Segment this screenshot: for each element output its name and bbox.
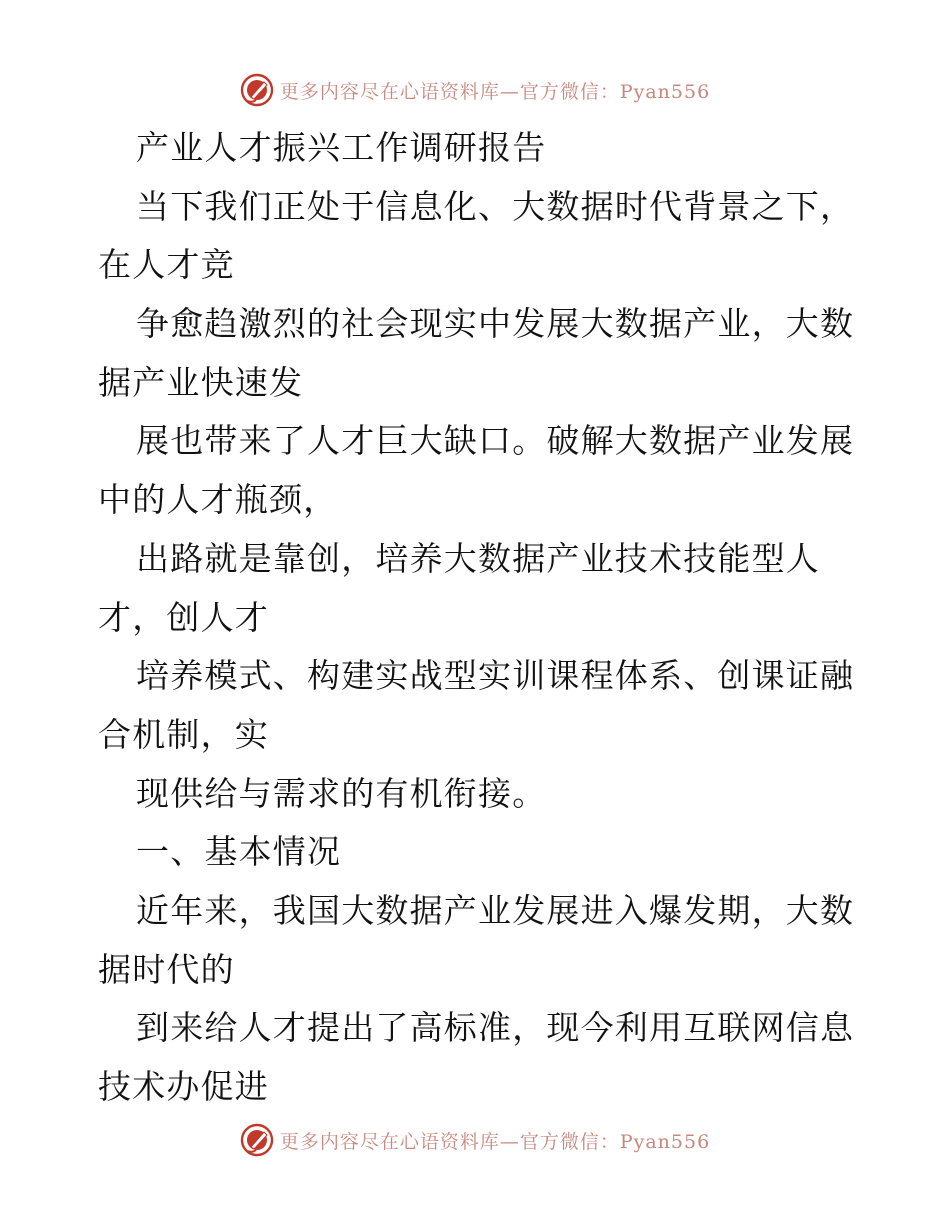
paragraph-line: 中的人才瓶颈，	[98, 480, 338, 520]
paragraph-line: 合机制，实	[98, 714, 269, 754]
paragraph-line: 到来给人才提出了高标准，现今利用互联网信息	[136, 1008, 855, 1048]
document-body	[98, 119, 858, 1117]
paragraph-line: 技术办促进	[98, 1067, 269, 1106]
paragraph-line: 才，创人才	[98, 597, 269, 637]
paragraph-line: 争愈趋激烈的社会现实中发展大数据产业，大数	[136, 304, 855, 344]
paragraph-line: 当下我们正处于信息化、大数据时代背景之下，	[136, 186, 855, 226]
red-seal-pen-icon	[240, 73, 274, 107]
red-seal-pen-icon	[240, 1123, 274, 1157]
paragraph-line: 近年来，我国大数据产业发展进入爆发期，大数	[136, 890, 855, 930]
document-title: 产业人才振兴工作调研报告	[136, 128, 547, 167]
paragraph-line: 在人才竞	[98, 245, 235, 285]
footer-banner	[0, 1120, 950, 1160]
header-text: 更多内容尽在心语资料库—官方微信：Pyan556	[279, 80, 711, 103]
paragraph-line: 据时代的	[98, 949, 235, 989]
paragraph-line: 现供给与需求的有机衔接。	[136, 773, 547, 813]
header-banner	[0, 70, 950, 110]
paragraph-line: 据产业快速发	[98, 362, 304, 402]
paragraph-line: 培养模式、构建实战型实训课程体系、创课证融	[136, 656, 855, 696]
paragraph-line: 展也带来了人才巨大缺口。破解大数据产业发展	[136, 421, 855, 461]
paragraph-line: 出路就是靠创，培养大数据产业技术技能型人	[136, 538, 820, 578]
section-heading: 一、基本情况	[136, 832, 342, 872]
footer-text: 更多内容尽在心语资料库—官方微信：Pyan556	[279, 1130, 711, 1153]
